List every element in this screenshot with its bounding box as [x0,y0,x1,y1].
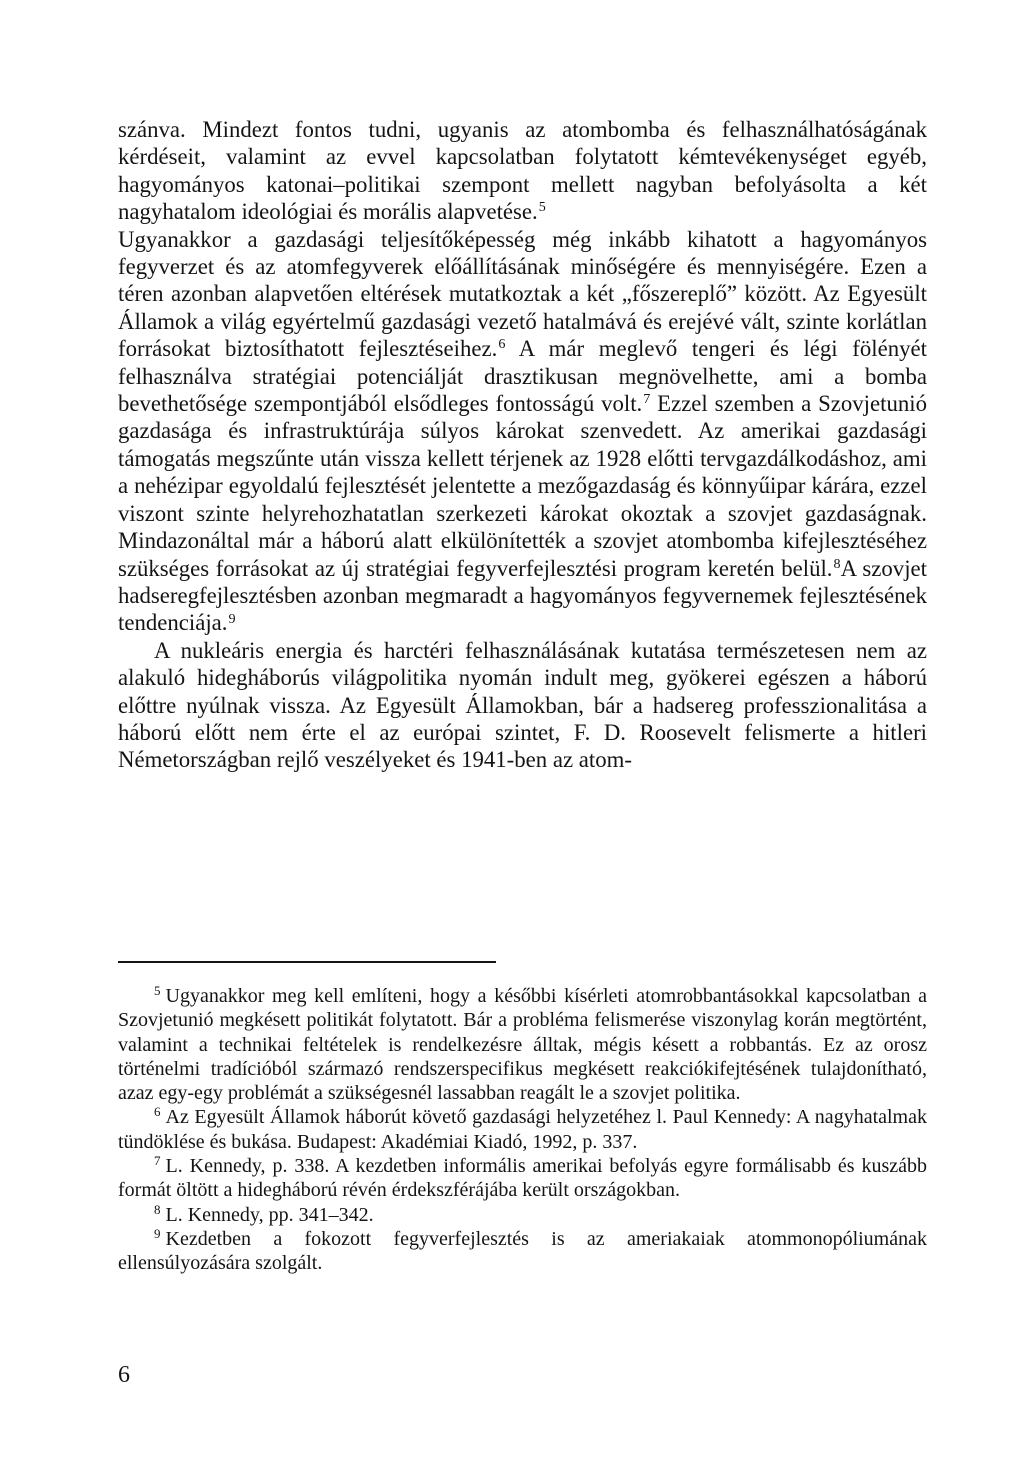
body-text-run: Ezzel szemben a Szovjetunió gazdasága és infrastruktúrája súlyos károkat szenvedett. Az amerikai gazdasági támogatás megszűnte után vissza kellett térjenek az 1928 előtti tervgazdálkodáshoz, ami a nehézipar egyoldalú fejlesztését jelentette a mezőgazdaság és könnyűipar kárára, ezzel viszont szinte helyrehozhatatlan szerkezeti károkat okoztak a szovjet gazdaságnak. Mindazonáltal már a háború alatt elkülönítették a szovjet atombomba kifejlesztéséhez szükséges forrásokat az új stratégiai fegyverfejlesztési program keretén belül. [118,391,927,581]
footnote-5 [118,984,927,1105]
footnotes [118,984,927,1276]
footnote-text: L. Kennedy, p. 338. A kezdetben informális amerikai befolyás egyre formálisabb és kuszább formát öltött a hidegháború révén érdekszférájába került országokban. [118,1155,927,1202]
footnote-separator [118,961,496,963]
footnote-reference[interactable]: 7 [643,391,651,408]
footnote-7 [118,1154,927,1203]
page-number: 6 [118,1362,130,1388]
footnote-8 [118,1203,927,1227]
footnote-reference[interactable]: 8 [833,555,841,572]
body-text-run: A szovjet hadseregfejlesztésben azonban megmaradt a hagyományos fegyvernemek fejlesztésének tendenciája. [118,555,927,636]
body-paragraph-1 [118,116,927,637]
body-paragraph-2: A nukleáris energia és harctéri felhasználásának kutatása természetesen nem az alakuló hidegháborús világpolitika nyomán indult meg, gyökerei egészen a háború előttre nyúlnak vissza. Az Egyesült Államokban, bár a hadsereg professzionalitása a háború előtt nem érte el az európai szintet, F. D. Roosevelt felismerte a hitleri Németországban rejlő veszélyeket és 1941-ben az atom- [118,637,927,773]
body-text [118,116,927,774]
footnote-text: Ugyanakkor meg kell említeni, hogy a későbbi kísérleti atomrobbantásokkal kapcsolatban a Szovjetunió megkésett politikát folytatott. Bár a probléma felismerése viszonylag korán megtörtént, valamint a technikai feltételek is rendelkezésre álltak, mégis késett a robbantás. Ez az orosz történelmi tradícióból származó rendszerspecifikus megkésett reakciókifejtésének tulajdonítható, azaz egy-egy problémát a szükségesnél lassabban reagált le a szovjet politika. [118,985,927,1105]
body-text-run: szánva. Mindezt fontos tudni, ugyanis az atombomba és felhasználhatóságának kérdéseit, valamint az evvel kapcsolatban folytatott kémtevékenységet egyéb, hagyományos katonai–politikai szempont mellett nagyban befolyásolta a két nagyhatalom ideológiai és morális alapvetése. [118,117,927,225]
footnote-9 [118,1227,927,1276]
body-text-run: Ugyanakkor a gazdasági teljesítőképesség még inkább kihatott a hagyományos fegyverzet és az atomfegyverek előállításának minőségére és mennyiségére. Ezen a téren azonban alapvetően eltérések mutatkoztak a két „főszereplő” között. Az Egyesült Államok a világ egyértelmű gazdasági vezető hatalmává és erejévé vált, szinte korlátlan forrásokat biztosíthatott fejlesztéseihez. [118,226,927,362]
footnote-6 [118,1105,927,1154]
footnote-text: Az Egyesült Államok háborút követő gazdasági helyzetéhez l. Paul Kennedy: A nagyhatalmak tündöklése és bukása. Budapest: Akadémiai Kiadó, 1992, p. 337. [118,1106,927,1153]
footnote-number: 9 [154,1225,161,1241]
footnote-reference[interactable]: 5 [538,199,546,216]
body-text-run: A már meglevő tengeri és légi fölényét felhasználva stratégiai potenciálját drasztikusan megnövelhette, ami a bomba bevethetősége szempontjából elsődleges fontosságú volt. [118,336,927,417]
footnote-reference[interactable]: 9 [228,610,236,627]
footnote-reference[interactable]: 6 [498,336,506,353]
footnote-number: 5 [154,982,161,998]
footnote-text: Kezdetben a fokozott fegyverfejlesztés is az ameriakaiak atommonopóliumának ellensúlyozására szolgált. [118,1227,927,1275]
footnote-text: L. Kennedy, pp. 341–342. [165,1203,374,1226]
footnote-number: 8 [154,1201,161,1217]
footnote-number: 7 [154,1152,161,1168]
footnote-number: 6 [154,1104,161,1120]
